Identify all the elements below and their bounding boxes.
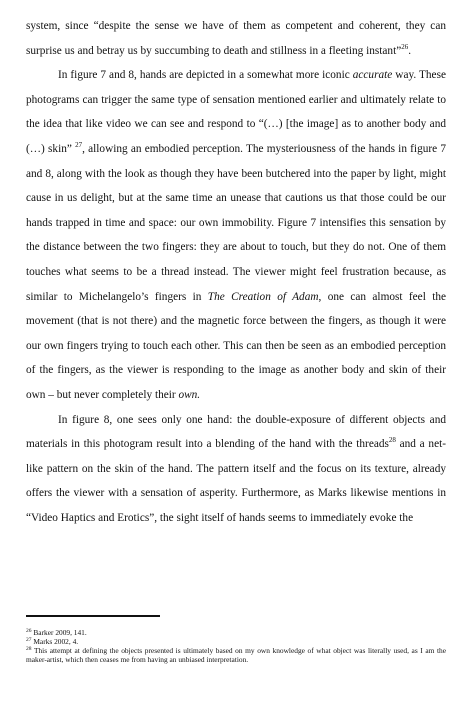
footnote-text: Marks 2002, 4. (33, 637, 79, 646)
document-page (26, 14, 446, 530)
footnote-separator (26, 615, 160, 617)
text-run: , one can almost feel the movement (that is not there) and the magnetic force between the fingers, as though it were our own fingers trying to touch each other. This can then be seen as an embodied perception of the fingers, as the viewer is responding to the image as another body and skin of their own – but never completely their (26, 290, 446, 401)
text-run: and a net-like pattern on the skin of the hand. The pattern itself and the focus on its texture, already offers the viewer with a sensation of asperity. Furthermore, as Marks likewise mentions in “Video Haptics and Erotics”, the sight itself of hands seems to immediately evoke the (26, 438, 446, 524)
text-run: In figure 7 and 8, hands are depicted in a somewhat more iconic (58, 69, 353, 82)
text-run: way. These photograms can trigger the same type of sensation mentioned earlier and ultimately relate to the idea that like video we can see and respond to “(…) [the image] as to another body and (…) skin” (26, 69, 446, 155)
footnote-text: This attempt at defining the objects presented is ultimately based on my own knowledge of what object was literally used, as I am the maker-artist, which then ceases me from having an unbiased interpretation. (26, 646, 447, 664)
italic-run: accurate (352, 69, 393, 82)
footnote-number: 26 (26, 628, 32, 634)
text-run: In figure 8, one sees only one hand: the double-exposure of different objects and materials in this photogram result into a blending of the hand with the threads (26, 413, 446, 451)
footnote-ref: 28 (388, 436, 396, 445)
footnote-number: 27 (26, 637, 32, 643)
paragraph (26, 408, 446, 531)
footnote (26, 628, 446, 637)
footnote-text: Barker 2009, 141. (33, 628, 87, 637)
text-run: system, since “despite the sense we have of them as competent and coherent, they can surprise us and betray us by succumbing to death and stillness in a fleeting instant” (26, 20, 446, 57)
italic-run: The Creation of Adam (207, 290, 319, 303)
footnote (26, 637, 446, 646)
italic-run: own. (178, 388, 201, 401)
paragraph (26, 63, 446, 407)
footnotes (26, 628, 446, 664)
footnote-ref: 26 (401, 42, 409, 51)
footnote-ref: 27 (75, 140, 83, 149)
text-run: . (408, 44, 412, 57)
text-run: , allowing an embodied perception. The mysteriousness of the hands in figure 7 and 8, along with the look as though they have been butchered into the paper by light, might cause in us delight, but at the same time an unease that cautions us that those could be our hands trapped in time and space: our own immobility. Figure 7 intensifies this sensation by the distance between the two fingers: they are about to touch, but they do not. One of them touches what seems to be a thread instead. The viewer might feel frustration because, as similar to Michelangelo’s fingers in (26, 142, 447, 303)
footnote (26, 646, 446, 664)
paragraph (26, 14, 446, 63)
footnote-number: 28 (26, 646, 32, 652)
